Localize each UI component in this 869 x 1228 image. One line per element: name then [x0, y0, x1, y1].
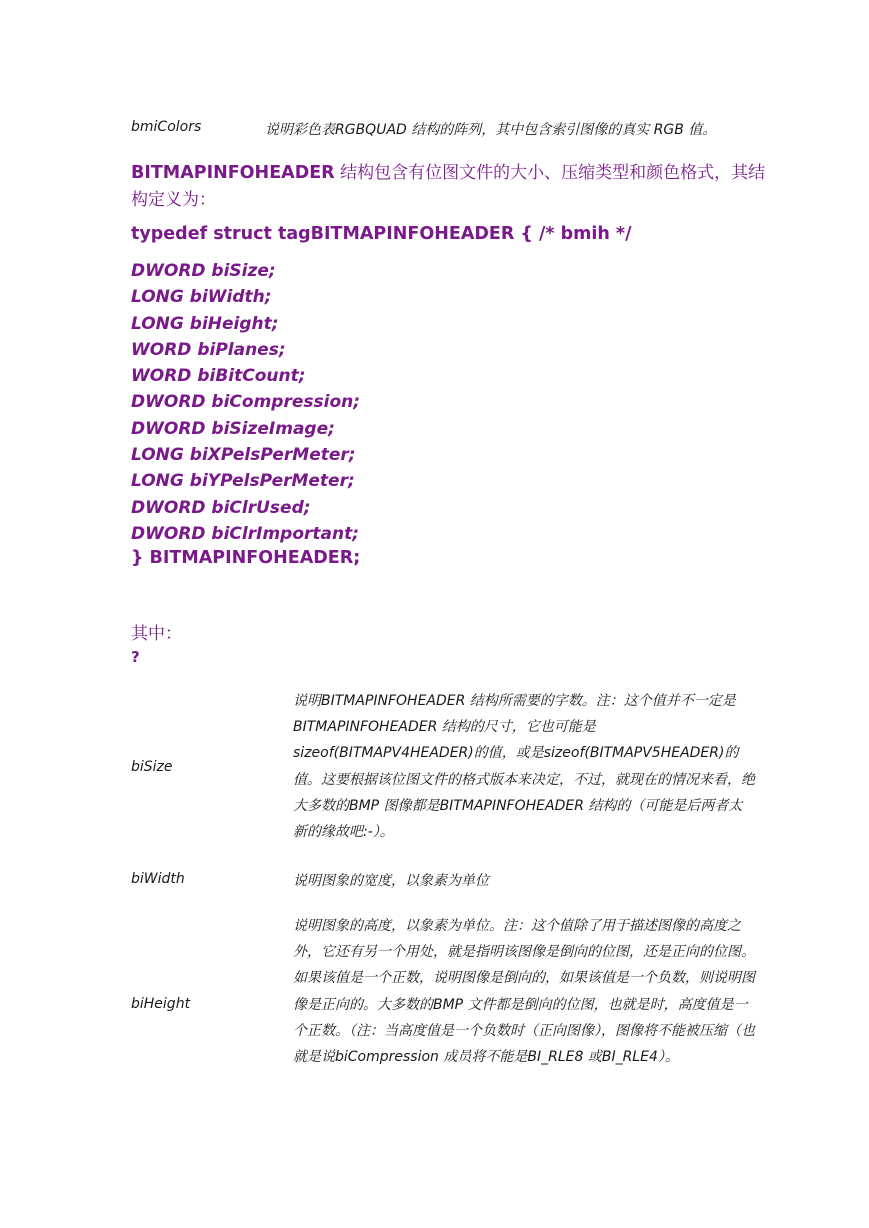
struct-field: DWORD biClrImportant;	[131, 523, 360, 544]
intro-paragraph	[131, 160, 771, 214]
definition-name: biSize	[131, 759, 173, 775]
definition-desc: 说明BITMAPINFOHEADER 结构所需要的字数。注：这个值并不一定是BITMAPINFOHEADER 结构的尺寸，它也可能是sizeof(BITMAPV4HEADER)的值，或是sizeof(BITMAPV5HEADER)的值。这要根据该位图文件的格式版本来决定，不过，就现在的情况来看，绝大多数的BMP 图像都是BITMAPINFOHEADER 结构的（可能是后两者太新的缘故吧:-）。	[293, 693, 755, 841]
struct-field: WORD biPlanes;	[131, 339, 286, 360]
struct-field: DWORD biCompression;	[131, 392, 361, 413]
struct-field: DWORD biSize;	[131, 261, 276, 281]
definition-desc: 说明图象的宽度，以象素为单位	[293, 873, 489, 889]
intro-text: 结构包含有位图文件的大小、压缩类型和颜色格式，其结构定义为：	[131, 163, 766, 210]
struct-field-list	[131, 258, 360, 547]
field-name-bmicolors: bmiColors	[131, 119, 202, 135]
struct-field: LONG biHeight;	[131, 313, 279, 334]
struct-field: LONG biXPelsPerMeter;	[131, 445, 356, 466]
struct-field: WORD biBitCount;	[131, 366, 306, 387]
section-label: 其中：	[131, 624, 182, 644]
field-desc-bmicolors: 说明彩色表RGBQUAD 结构的阵列，其中包含索引图像的真实 RGB 值。	[265, 122, 717, 138]
struct-closing-line: } BITMAPINFOHEADER;	[131, 548, 361, 568]
definition-name: biHeight	[131, 996, 191, 1012]
definition-name: biWidth	[131, 871, 185, 887]
intro-struct-name: BITMAPINFOHEADER	[131, 163, 335, 183]
struct-field: DWORD biClrUsed;	[131, 497, 311, 518]
bullet-mark: ?	[131, 648, 140, 666]
typedef-line: typedef struct tagBITMAPINFOHEADER { /* bmih */	[131, 224, 632, 244]
struct-field: LONG biWidth;	[131, 287, 272, 308]
struct-field: DWORD biSizeImage;	[131, 418, 335, 439]
struct-field: LONG biYPelsPerMeter;	[131, 471, 355, 492]
definition-desc: 说明图象的高度，以象素为单位。注：这个值除了用于描述图像的高度之外，它还有另一个用处，就是指明该图像是倒向的位图，还是正向的位图。如果该值是一个正数，说明图像是倒向的，如果该值是一个负数，则说明图像是正向的。大多数的BMP 文件都是倒向的位图，也就是时，高度值是一个正数。（注：当高度值是一个负数时（正向图像），图像将不能被压缩（也就是说biCompression 成员将不能是BI_RLE8 或BI_RLE4）。	[293, 918, 755, 1066]
